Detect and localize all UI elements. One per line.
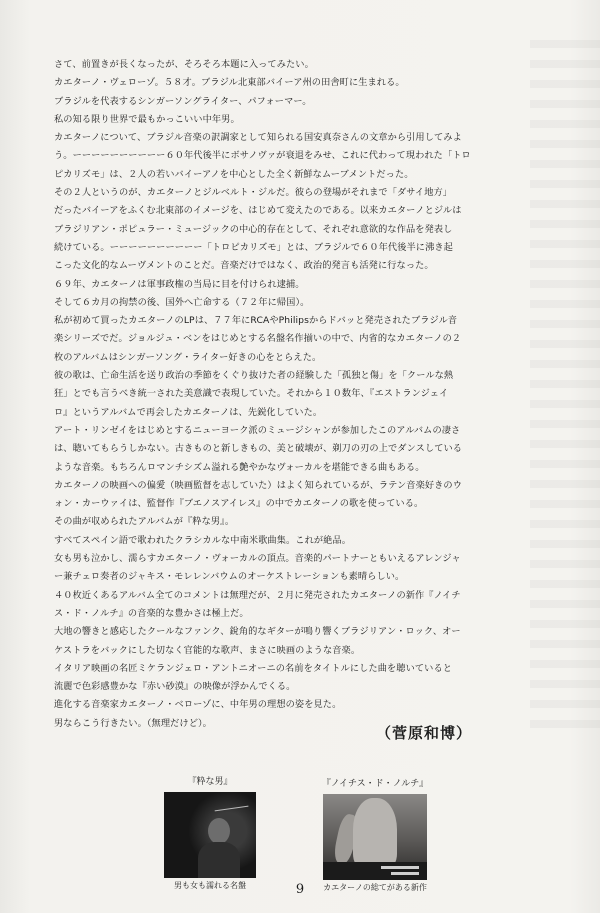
article-line: 大地の響きと感応したクールなファンク、銳角的なギターが鳴り響くブラジリアン・ロック、オー	[54, 626, 461, 638]
article-line: 流麗で色彩感豊かな『赤い砂漠』の映像が浮かんでくる。	[54, 681, 296, 693]
page-number: 9	[295, 882, 305, 897]
album-caption: カエターノの総てがある新作	[323, 883, 427, 892]
cover-figure-torso	[353, 798, 397, 868]
article-line: ケストラをバックにした切なく官能的な歌声、まさに映画のような音楽。	[54, 644, 361, 656]
article-line: さて、前置きが長くなったが、そろそろ本題に入ってみたい。	[54, 59, 314, 70]
article-line: その曲が収められたアルバムが『粋な男』。	[54, 516, 235, 528]
article-line: ブラジルを代表するシンガーソングライター、パフォーマー。	[54, 95, 312, 107]
article-line: 男ならこう行きたい。（無理だけど）。	[54, 717, 212, 729]
article-line: そして６カ月の拘禁の後、国外へ亡命する（７２年に帰国）。	[54, 296, 310, 308]
article-line: ４０枚近くあるアルバム全てのコメントは無理だが、２月に発売されたカエターノの新作『ノイチ	[54, 589, 461, 601]
article-line: すべてスペイン語で歌われたクラシカルな中南米歌曲集。これが絶品。	[54, 534, 352, 546]
author-signature: （菅原和博）	[376, 724, 473, 742]
article-line: カエターノについて、ブラジル音楽の訳調家として知られる国安真奈さんの文章から引用してみよ	[54, 132, 462, 144]
article-line: 楽シリーズでだ。ジョルジュ・ベンをはじめとする名盤名作揃いの中で、内省的なカエターノの２	[54, 333, 462, 345]
cover-script-lettering	[214, 798, 249, 812]
article-line: カエターノの映画への偏愛（映画監督を志していた）はよく知られているが、ラテン音楽好きのウ	[54, 479, 463, 491]
article-line: 狂」とでも言うべき統一された美意識で表現していた。それから１０数年、『エストランジェイ	[54, 388, 449, 400]
album-cover-image	[164, 792, 256, 878]
cover-portrait-head	[208, 818, 230, 844]
article-line: ６９年、カエターノは軍事政権の当局に目を付けられ逮捕。	[54, 278, 305, 290]
article-line: 彼の歌は、亡命生活を送り政治の季節をくぐり抜けた者の経験した「孤独と傷」を「クールな熱	[54, 370, 454, 382]
article-line: カエターノ・ヴェローゾ。５８才。ブラジル北東部バイーア州の田舎町に生まれる。	[54, 77, 405, 89]
article-line: ピカリズモ」は、２人の若いバイーアノを中心とした全く新鮮なムーブメントだった。	[54, 168, 414, 180]
article-line: その２人というのが、カエターノとジルベルト・ジルだ。彼らの登場がそれまで「ダサイ地方」	[54, 187, 453, 199]
article-line: こった文化的なムーヴメントのことだ。音楽だけではなく、政治的発言も活発に行なった。	[54, 260, 434, 272]
article-body	[54, 56, 560, 733]
article-line: 私の知る限り世界で最もかっこいい中年男。	[54, 113, 240, 125]
article-line: ー兼チェロ奏者のジャキス・モレレンバウムのオーケストレーションも素晴らしい。	[54, 571, 405, 583]
cover-portrait-body	[198, 842, 240, 878]
album-figure-ikina-otoko	[150, 776, 270, 892]
cover-title-band	[323, 862, 427, 880]
article-line: だったバイーアをふくむ北東部のイメージを、はじめて変えたのである。以来カエターノとジルは	[54, 205, 462, 217]
article-line: アート・リンゼイをはじめとするニューヨーク派のミュージシャンが参加したこのアルバムの凄さ	[54, 424, 461, 436]
album-figure-noites-do-norte	[310, 778, 440, 894]
article-line: は、聴いてもらうしかない。古きものと新しきもの、美と破壊が、剃刀の刃の上でダンスしている	[54, 443, 463, 455]
article-line: ロ』というアルバムで再会したカエターノは、先鋭化していた。	[54, 406, 323, 418]
article-line: 枚のアルバムはシンガーソング・ライター好きの心をとらえた。	[54, 351, 322, 363]
article-line: 進化する音楽家カエターノ・ベローゾに、中年男の理想の姿を見た。	[54, 699, 342, 711]
album-caption: 男も女も濡れる名盤	[174, 881, 246, 890]
article-line: ブラジリアン・ポピュラー・ミュージックの中心的存在として、それぞれ意欲的な作品を発表し	[54, 223, 453, 235]
article-line: 私が初めて買ったカエターノのLPは、７７年にRCAやPhilipsからドバッと発売されたブラジル音	[54, 315, 458, 327]
article-line: 女も男も泣かし、濡らすカエターノ・ヴォーカルの頂点。音楽的パートナーともいえるアレンジャ	[54, 553, 461, 565]
album-title: 『粋な男』	[187, 777, 233, 787]
album-title: 『ノイチス・ド・ノルチ』	[321, 779, 429, 789]
article-line: ス・ド・ノルチ』の音楽的な豊かさは極上だ。	[54, 607, 249, 619]
article-line: イタリア映画の名匠ミケランジェロ・アントニオーニの名前をタイトルにした曲を聴いていると	[54, 662, 453, 674]
article-line: ような音楽。もちろんロマンチシズム溢れる艶やかなヴォーカルを堪能できる曲もある。	[54, 461, 425, 473]
article-line: う。ーーーーーーーーーー６０年代後半にボサノヴァが衰退をみせ、これに代わって現われた「トロ	[54, 150, 471, 162]
album-cover-image	[323, 794, 427, 880]
article-line: ォン・カーウァイは、監督作『ブエノスアイレス』の中でカエターノの歌を使っている。	[54, 498, 424, 510]
article-line: 続けている。ーーーーーーーーーー「トロピカリズモ」とは、ブラジルで６０年代後半に沸き起	[54, 241, 453, 253]
